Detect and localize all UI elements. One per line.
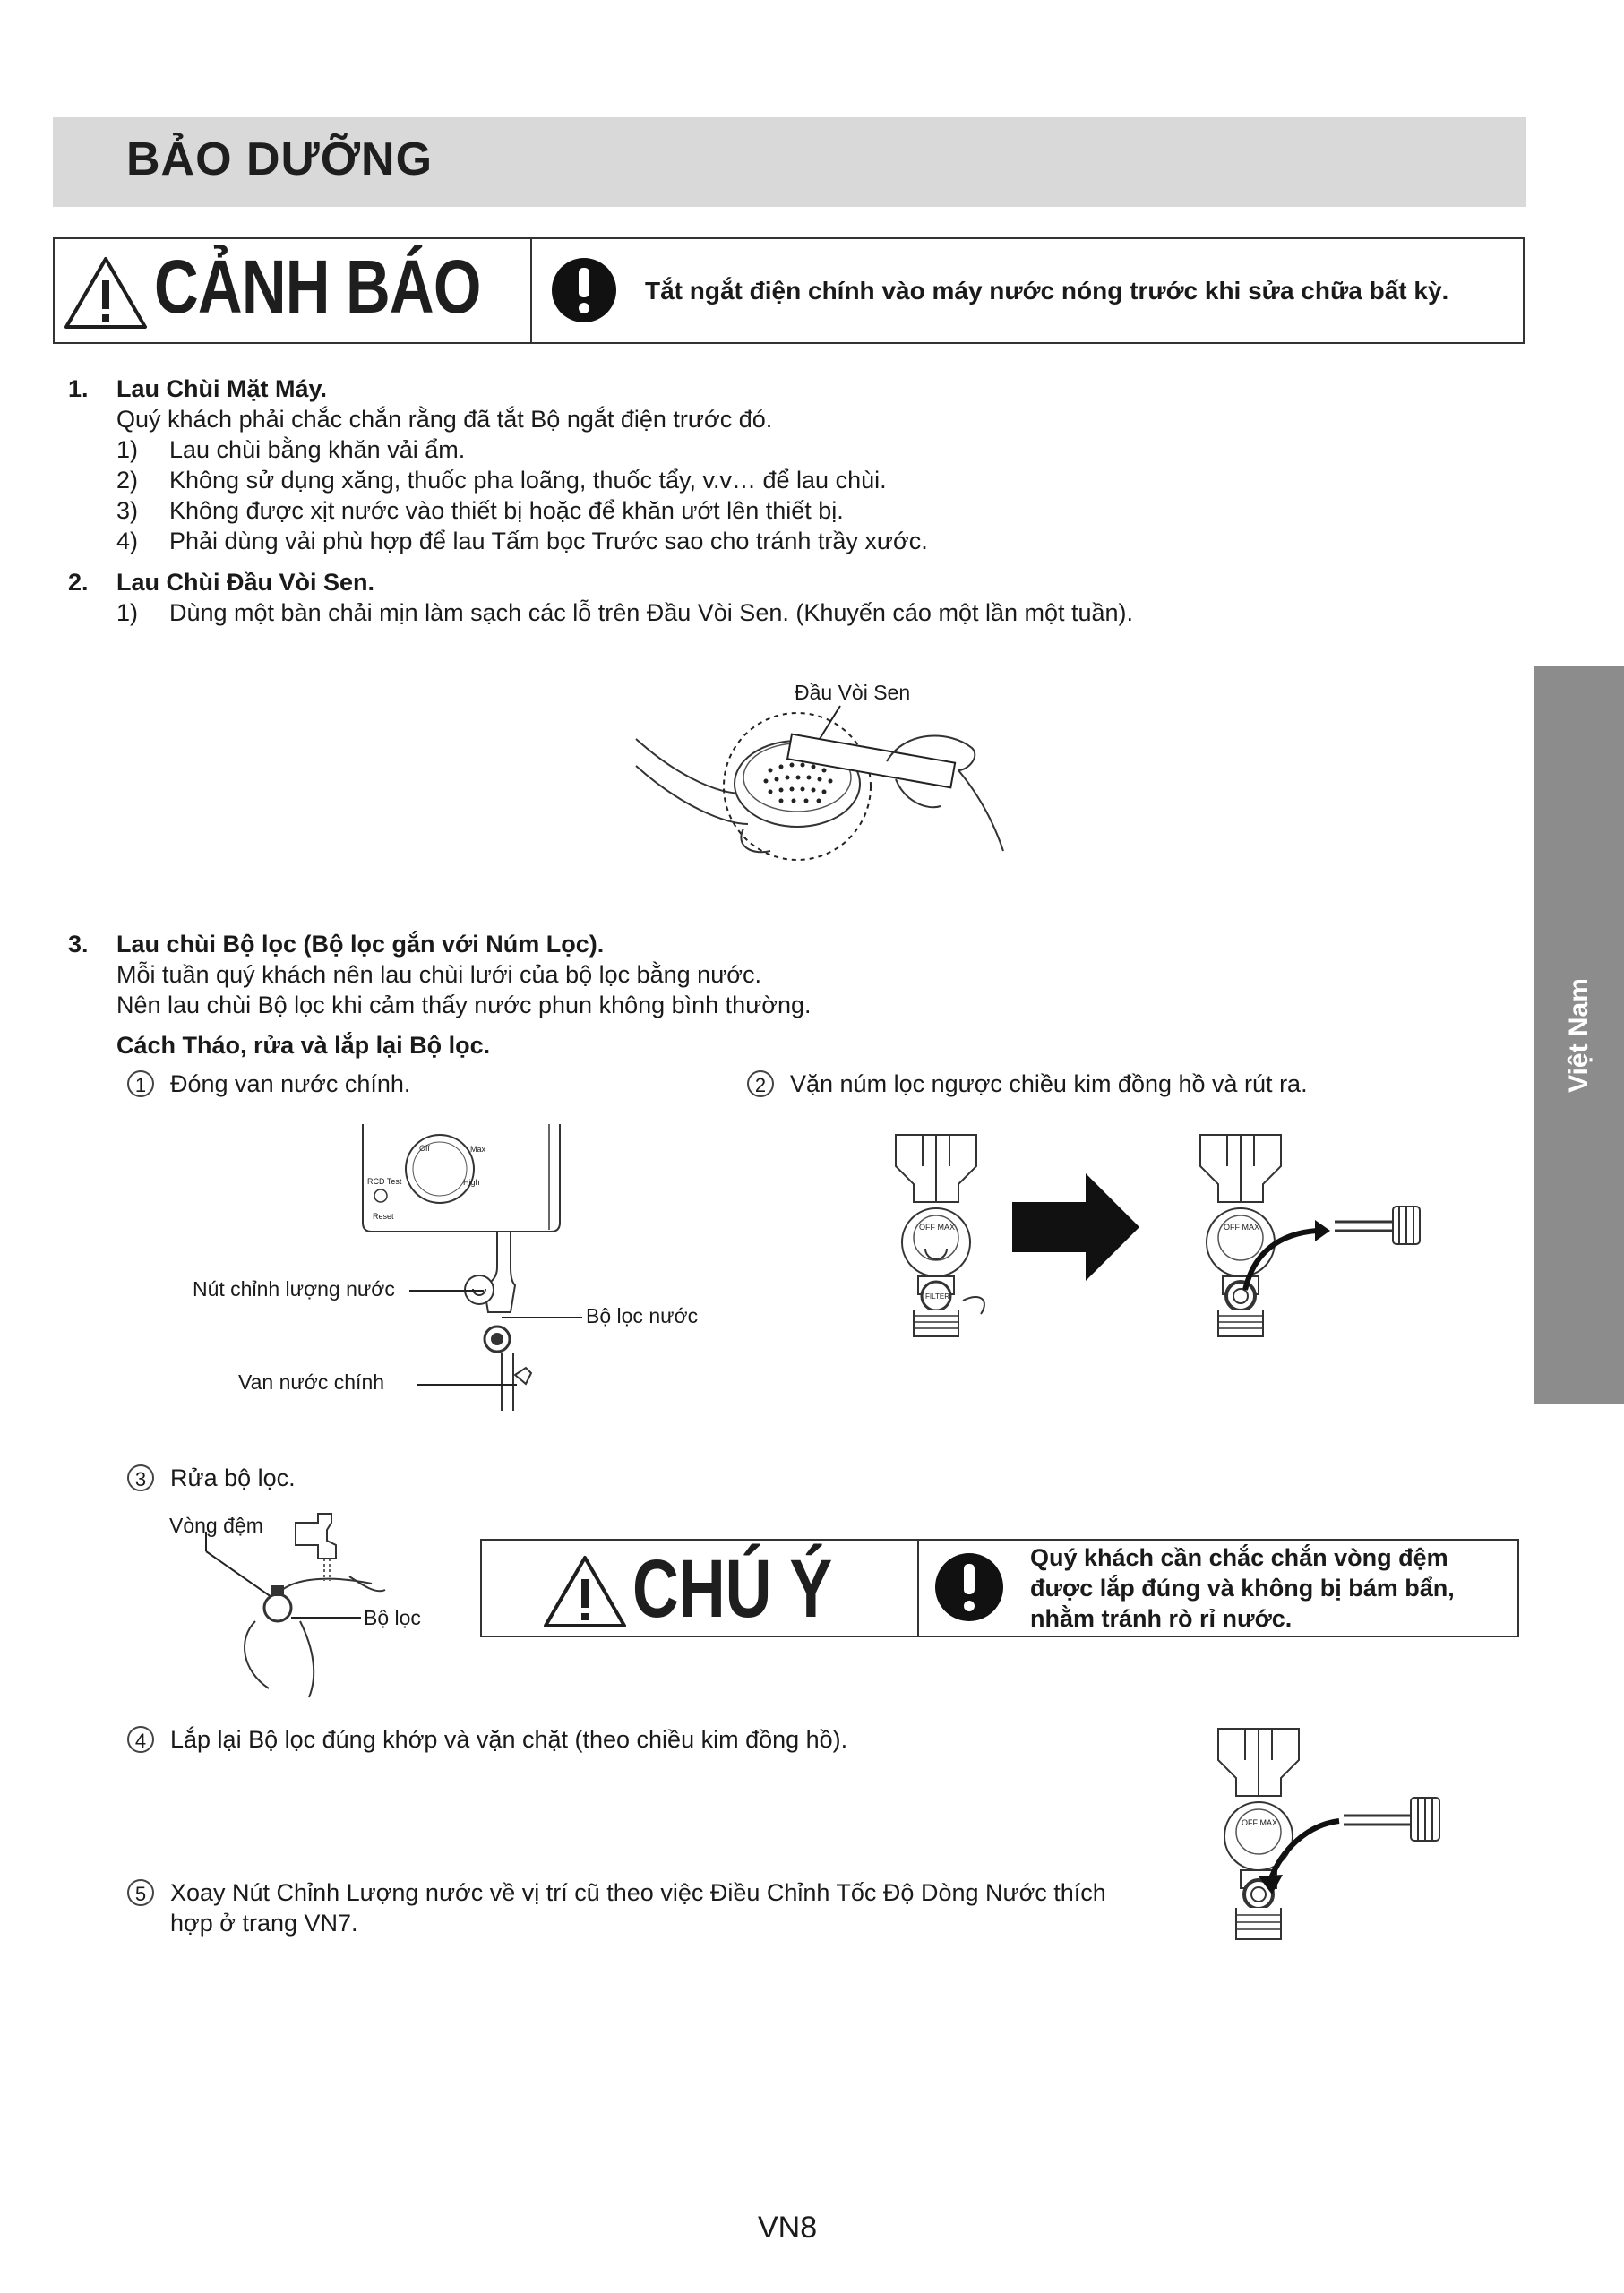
list-item-number: 4) — [116, 528, 139, 554]
valve-off-max-label: OFF MAX — [919, 1223, 955, 1232]
language-label: Việt Nam — [1564, 977, 1594, 1093]
step-number: 1 — [127, 1070, 154, 1097]
section-3-subtitle: Cách Tháo, rửa và lắp lại Bộ lọc. — [116, 1032, 491, 1059]
step-2 — [747, 1069, 1308, 1099]
caution-message — [1030, 1542, 1455, 1634]
valve-off-max-label: OFF MAX — [1224, 1223, 1259, 1232]
exclamation-icon — [934, 1552, 1004, 1622]
warning-label: CẢNH BÁO — [154, 245, 481, 329]
right-arrow-icon — [1012, 1173, 1142, 1281]
section-3-title: Lau chùi Bộ lọc (Bộ lọc gắn với Núm Lọc). — [116, 931, 605, 958]
step-text-continued: hợp ở trang VN7. — [170, 1910, 358, 1937]
shower-head-label: Đầu Vòi Sen — [795, 681, 911, 704]
filter-reinstall-illustration — [1209, 1724, 1460, 1948]
list-item-number: 1) — [116, 599, 139, 626]
step-text: Lắp lại Bộ lọc đúng khớp và vặn chặt (theo chiều kim đồng hồ). — [170, 1726, 848, 1753]
warning-triangle-icon — [63, 255, 149, 331]
list-item: Không được xịt nước vào thiết bị hoặc để khăn ướt lên thiết bị. — [169, 497, 844, 524]
list-item: Phải dùng vải phù hợp để lau Tấm bọc Trước sao cho tránh trầy xước. — [169, 528, 928, 554]
page-number: VN8 — [758, 2211, 818, 2245]
heater-reset: Reset — [373, 1212, 394, 1221]
step-3 — [127, 1463, 296, 1493]
page-title: BẢO DƯỠNG — [126, 133, 434, 185]
step-4 — [127, 1724, 847, 1755]
language-side-tab-label — [1534, 666, 1624, 1404]
heater-dial-off: Off — [419, 1144, 430, 1153]
step-text: Xoay Nút Chỉnh Lượng nước về vị trí cũ theo việc Điều Chỉnh Tốc Độ Dòng Nước thích — [170, 1879, 1106, 1906]
filter-rinse-label: Bộ lọc — [364, 1606, 421, 1629]
list-item-number: 1) — [116, 436, 139, 463]
valve-filter-tag: FILTER — [925, 1292, 949, 1301]
section-1-title: Lau Chùi Mặt Máy. — [116, 375, 328, 402]
leader-line — [409, 1290, 484, 1292]
rinse-filter-illustration — [202, 1505, 399, 1702]
list-item: Không sử dụng xăng, thuốc pha loãng, thuốc tẩy, v.v… để lau chùi. — [169, 467, 887, 494]
caution-label: CHÚ Ý — [632, 1543, 833, 1635]
shower-head-illustration — [627, 699, 1021, 878]
step-number: 4 — [127, 1726, 154, 1753]
heater-dial-high: High — [463, 1178, 480, 1187]
caution-message-line: nhằm tránh rò rỉ nước. — [1030, 1605, 1293, 1632]
list-item-number: 3) — [116, 497, 139, 524]
step-5 — [127, 1877, 1106, 1908]
section-1-intro: Quý khách phải chắc chắn rằng đã tắt Bộ ngắt điện trước đó. — [116, 406, 773, 433]
list-item-number: 2) — [116, 467, 139, 494]
caution-message-line: được lắp đúng và không bị bám bẩn, — [1030, 1575, 1455, 1602]
section-2-title: Lau Chùi Đầu Vòi Sen. — [116, 569, 375, 596]
section-3-number: 3. — [68, 931, 89, 958]
step-text: Đóng van nước chính. — [170, 1070, 411, 1097]
exclamation-icon — [551, 257, 617, 323]
flow-knob-label: Nút chỉnh lượng nước — [193, 1277, 395, 1301]
caution-triangle-icon — [542, 1554, 628, 1629]
warning-divider — [530, 237, 532, 344]
section-1-number: 1. — [68, 375, 89, 402]
heater-rcd-test: RCD Test — [367, 1177, 402, 1186]
washer-label: Vòng đệm — [169, 1514, 263, 1537]
list-item: Dùng một bàn chải mịn làm sạch các lỗ trên Đầu Vòi Sen. (Khuyến cáo một lần một tuần). — [169, 599, 1134, 626]
filter-valve-illustration — [887, 1130, 1021, 1345]
section-2-number: 2. — [68, 569, 89, 596]
leader-line — [502, 1317, 582, 1318]
step-text: Rửa bộ lọc. — [170, 1464, 296, 1491]
section-3-line: Mỗi tuần quý khách nên lau chùi lưới của bộ lọc bằng nước. — [116, 961, 761, 988]
leader-line — [417, 1384, 517, 1386]
step-number: 2 — [747, 1070, 774, 1097]
main-valve-label: Van nước chính — [238, 1370, 385, 1394]
caution-divider — [917, 1539, 919, 1637]
water-heater-illustration — [354, 1124, 569, 1411]
section-3-line: Nên lau chùi Bộ lọc khi cảm thấy nước phun không bình thường. — [116, 992, 812, 1018]
caution-message-line: Quý khách cần chắc chắn vòng đệm — [1030, 1544, 1448, 1571]
filter-valve-removed-illustration — [1191, 1130, 1424, 1345]
valve-off-max-label: OFF MAX — [1242, 1818, 1277, 1827]
heater-dial-max: Max — [470, 1145, 486, 1154]
step-number: 5 — [127, 1879, 154, 1906]
step-number: 3 — [127, 1464, 154, 1491]
warning-message: Tắt ngắt điện chính vào máy nước nóng trước khi sửa chữa bất kỳ. — [645, 277, 1449, 305]
step-1 — [127, 1069, 410, 1099]
step-text: Vặn núm lọc ngược chiều kim đồng hồ và rút ra. — [790, 1070, 1308, 1097]
filter-label: Bộ lọc nước — [586, 1304, 699, 1327]
list-item: Lau chùi bằng khăn vải ẩm. — [169, 436, 466, 463]
